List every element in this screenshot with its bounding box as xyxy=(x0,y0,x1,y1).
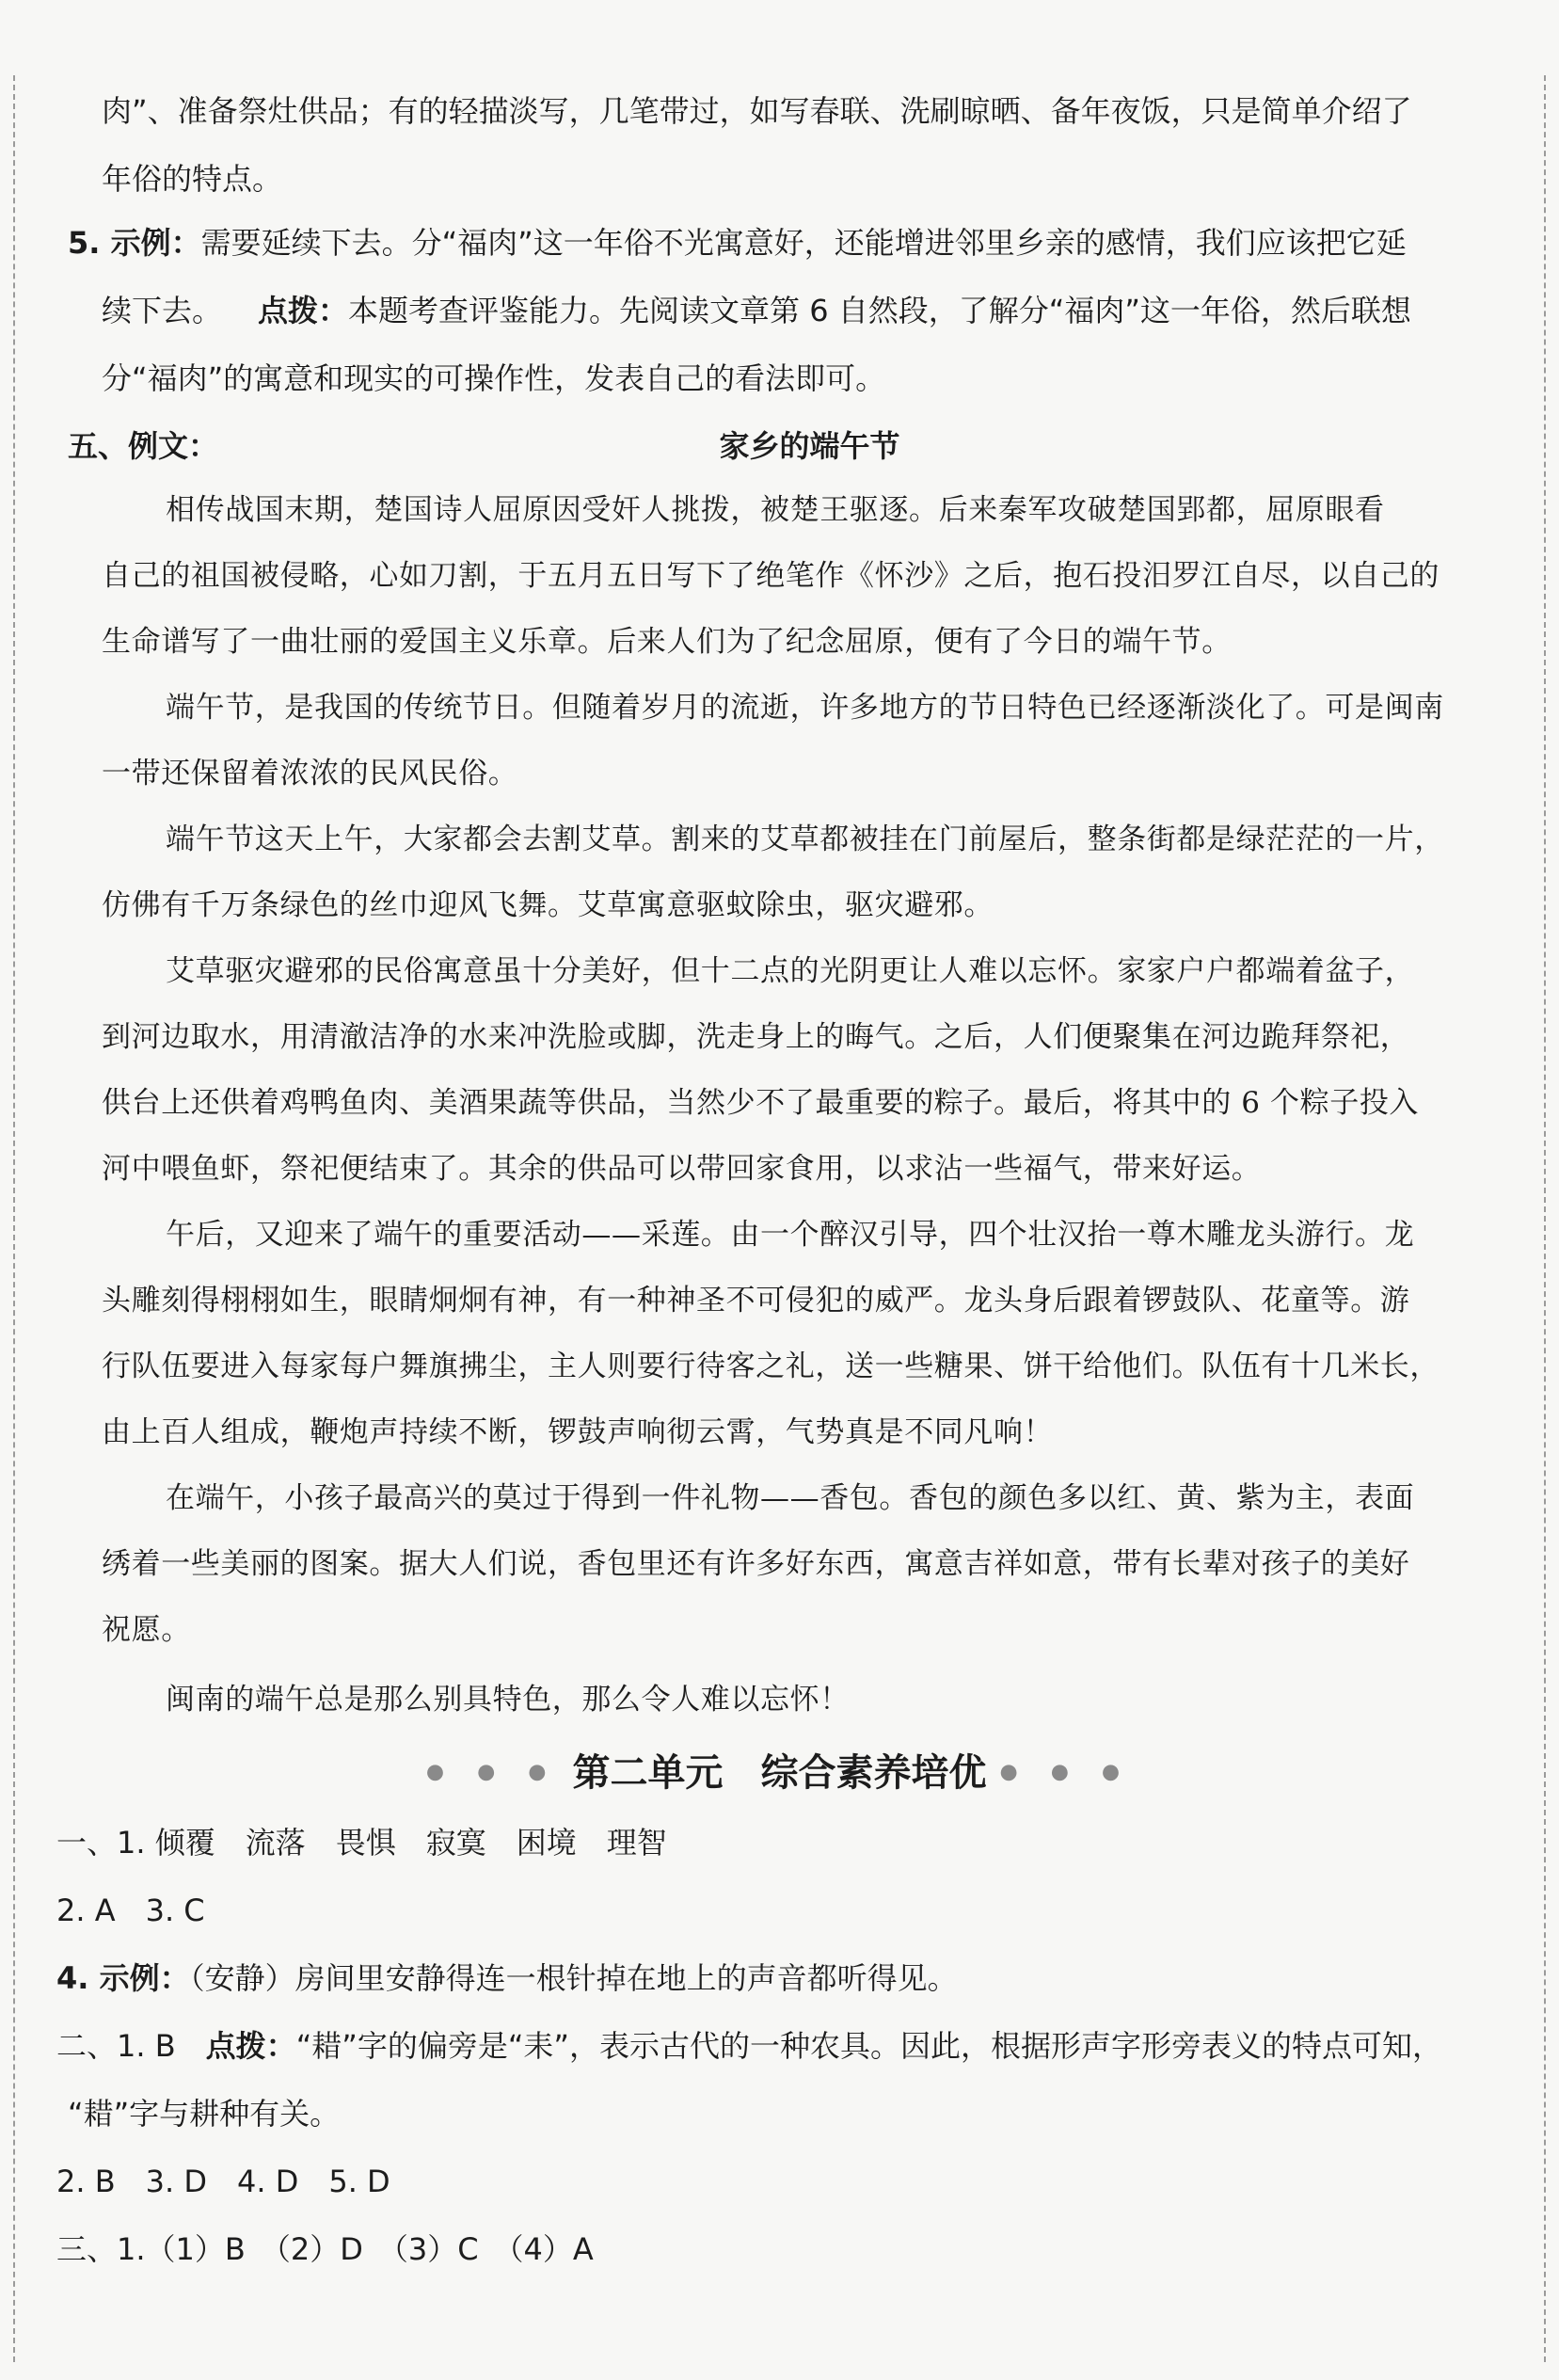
answer-s3-q1: 三、1.（1）B （2）D （3）C （4）A xyxy=(56,2231,594,2267)
answer-s1-q4 xyxy=(56,1957,958,1999)
q5-line-1 xyxy=(68,222,1407,264)
q5-text-1: 需要延续下去。分“福肉”这一年俗不光寓意好，还能增进邻里乡亲的感情，我们应该把它延 xyxy=(200,225,1407,261)
essay-p3-line-2: 仿佛有千万条绿色的丝巾迎风飞舞。艾草寓意驱蚊除虫，驱灾避邪。 xyxy=(102,888,994,922)
answer-s1-q4-text: （安静）房间里安静得连一根针掉在地上的声音都听得见。 xyxy=(189,1960,958,1996)
essay-p6-line-1: 在端午，小孩子最高兴的莫过于得到一件礼物——香包。香包的颜色多以红、黄、紫为主，表面 xyxy=(166,1481,1415,1515)
essay-p5-line-2: 头雕刻得栩栩如生，眼睛炯炯有神，有一种神圣不可侵犯的威严。龙头身后跟着锣鼓队、花童等。游 xyxy=(102,1284,1410,1318)
essay-p1-line-2: 自己的祖国被侵略，心如刀割，于五月五日写下了绝笔作《怀沙》之后，抱石投汨罗江自尽，以自己的 xyxy=(102,559,1440,593)
unit2-heading xyxy=(0,1749,1559,1797)
essay-p2-line-2: 一带还保留着浓浓的民风民俗。 xyxy=(102,757,518,791)
essay-p3-line-1: 端午节这天上午，大家都会去割艾草。割来的艾草都被挂在门前屋后，整条街都是绿茫茫的一片， xyxy=(166,823,1444,856)
essay-p5-line-3: 行队伍要进入每家每户舞旗拂尘，主人则要行待客之礼，送一些糖果、饼干给他们。队伍有十几米长， xyxy=(102,1350,1440,1383)
essay-p4-line-2: 到河边取水，用清澈洁净的水来冲洗脸或脚，洗走身上的晦气。之后，人们便聚集在河边跪拜祭祀， xyxy=(102,1020,1410,1054)
answer-s2-q1-choice: 二、1. B xyxy=(56,2028,176,2064)
section5-label: 五、例文： xyxy=(68,428,219,464)
answer-s1-q4-label: 4. 示例： xyxy=(56,1960,190,1996)
q5-text-2a: 续下去。 xyxy=(102,293,223,328)
q5-hint-label: 点拨： xyxy=(258,293,349,328)
answer-s1-q2-q3: 2. A 3. C xyxy=(56,1893,205,1928)
answer-s2-q1 xyxy=(56,2025,1442,2067)
essay-p7-line-1: 闽南的端午总是那么别具特色，那么令人难以忘怀！ xyxy=(166,1683,850,1717)
unit2-title: 第二单元 综合素养培优 xyxy=(572,1750,987,1795)
answer-s2-q2to5: 2. B 3. D 4. D 5. D xyxy=(56,2164,390,2199)
essay-p4-line-1: 艾草驱灾避邪的民俗寓意虽十分美好，但十二点的光阴更让人难以忘怀。家家户户都端着盆子， xyxy=(166,954,1415,988)
essay-p4-line-4: 河中喂鱼虾，祭祀便结束了。其余的供品可以带回家食用，以求沾一些福气，带来好运。 xyxy=(102,1152,1262,1186)
essay-p6-line-3: 祝愿。 xyxy=(102,1613,191,1647)
left-dashed-margin xyxy=(13,75,15,2362)
essay-p2-line-1: 端午节，是我国的传统节日。但随着岁月的流逝，许多地方的节日特色已经逐渐淡化了。可是闽南 xyxy=(166,691,1444,725)
essay-p1-line-3: 生命谱写了一曲壮丽的爱国主义乐章。后来人们为了纪念屈原，便有了今日的端午节。 xyxy=(102,625,1232,659)
q5-label: 5. 示例： xyxy=(68,225,201,261)
answer-s2-q1-cont: “耤”字与耕种有关。 xyxy=(68,2096,341,2132)
answer-s1-q1: 一、1. 倾覆 流落 畏惧 寂寞 困境 理智 xyxy=(56,1825,667,1861)
continuation-line-1: 肉”、准备祭灶供品；有的轻描淡写，几笔带过，如写春联、洗刷晾晒、备年夜饭，只是简单介绍了 xyxy=(102,93,1412,129)
answer-s2-q1-hint-text: “耤”字的偏旁是“耒”，表示古代的一种农具。因此，根据形声字形旁表义的特点可知， xyxy=(295,2028,1443,2064)
essay-p1-line-1: 相传战国末期，楚国诗人屈原因受奸人挑拨，被楚王驱逐。后来秦军攻破楚国郢都，屈原眼看 xyxy=(166,493,1385,527)
continuation-line-2: 年俗的特点。 xyxy=(102,161,283,197)
essay-p5-line-1: 午后，又迎来了端午的重要活动——采莲。由一个醉汉引导，四个壮汉抬一尊木雕龙头游行。龙 xyxy=(166,1218,1415,1252)
essay-title: 家乡的端午节 xyxy=(719,428,900,464)
unit2-dots-right: ● ● ● xyxy=(999,1760,1134,1784)
essay-p5-line-4: 由上百人组成，鞭炮声持续不断，锣鼓声响彻云霄，气势真是不同凡响！ xyxy=(102,1415,1054,1449)
q5-line-2 xyxy=(102,290,1411,331)
answer-s2-q1-hint-label: 点拨： xyxy=(205,2028,296,2064)
essay-p6-line-2: 绣着一些美丽的图案。据大人们说，香包里还有许多好东西，寓意吉祥如意，带有长辈对孩子的美好 xyxy=(102,1547,1410,1581)
essay-p4-line-3: 供台上还供着鸡鸭鱼肉、美酒果蔬等供品，当然少不了最重要的粽子。最后，将其中的 6 个粽子投入 xyxy=(102,1086,1420,1120)
q5-line-3: 分“福肉”的寓意和现实的可操作性，发表自己的看法即可。 xyxy=(102,360,886,396)
q5-text-2b: 本题考查评鉴能力。先阅读文章第 6 自然段，了解分“福肉”这一年俗，然后联想 xyxy=(348,293,1411,328)
unit2-dots-left: ● ● ● xyxy=(425,1760,560,1784)
right-dashed-margin xyxy=(1544,75,1546,2362)
